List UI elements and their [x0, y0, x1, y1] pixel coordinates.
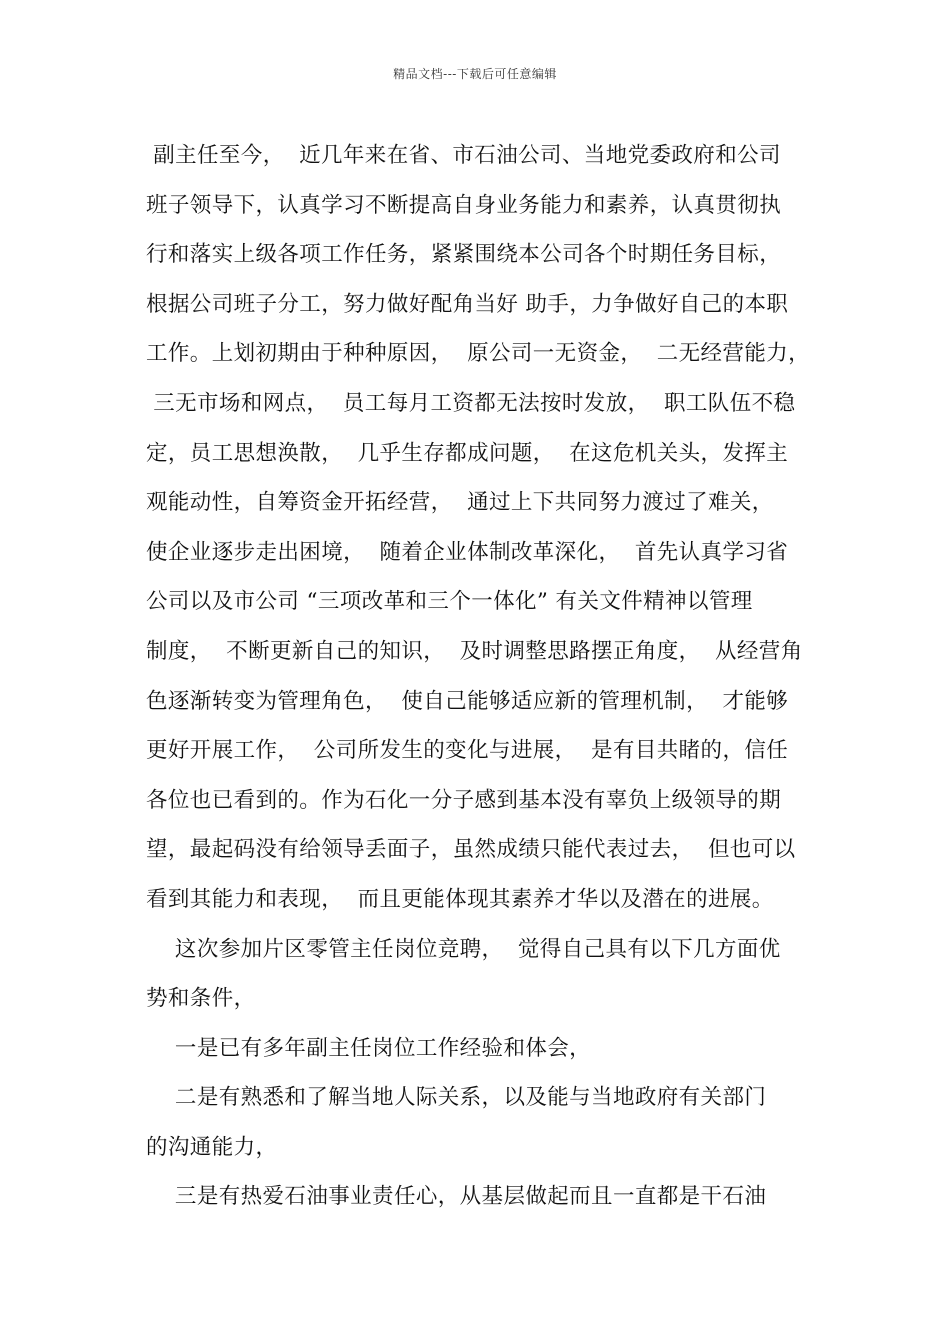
text-line: 制度， 不断更新自己的知识， 及时调整思路摆正角度， 从经营角: [146, 638, 803, 664]
list-item-third: 三是有热爱石油事业责任心，从基层做起而且一直都是干石油: [146, 1184, 767, 1210]
text-line: 各位也已看到的。作为石化一分子感到基本没有辜负上级领导的期: [146, 787, 782, 813]
text-line: 工作。上划初期由于种种原因， 原公司一无资金， 二无经营能力，: [146, 341, 811, 367]
list-item-second: 二是有熟悉和了解当地人际关系，以及能与当地政府有关部门: [146, 1085, 767, 1111]
text-line: 行和落实上级各项工作任务，紧紧围绕本公司各个时期任务目标，: [146, 242, 782, 268]
text-line: 更好开展工作， 公司所发生的变化与进展， 是有目共睹的，信任: [146, 738, 789, 764]
page-header: 精品文档---下载后可任意编辑: [393, 67, 557, 81]
text-line: 势和条件，: [146, 986, 256, 1012]
text-line: 公司以及市公司 “三项改革和三个一体化” 有关文件精神以管理: [146, 589, 753, 615]
text-line: 定，员工思想涣散， 几乎生存都成问题， 在这危机关头，发挥主: [146, 440, 789, 466]
text-line: 副主任至今， 近几年来在省、市石油公司、当地党委政府和公司: [146, 143, 781, 168]
list-item-first: 一是已有多年副主任岗位工作经验和体会，: [146, 1035, 592, 1061]
text-line: 观能动性，自筹资金开拓经营， 通过上下共同努力渡过了难关，: [146, 490, 774, 516]
text-line: 班子领导下，认真学习不断提高自身业务能力和素养，认真贯彻执: [146, 192, 782, 218]
document-body: [146, 131, 816, 1222]
text-line: 色逐渐转变为管理角色， 使自己能够适应新的管理机制， 才能够: [146, 688, 789, 714]
text-line: 看到其能力和表现， 而且更能体现其素养才华以及潜在的进展。: [146, 886, 774, 912]
text-line: 三无市场和网点， 员工每月工资都无法按时发放， 职工队伍不稳: [146, 390, 796, 416]
paragraph-first-line: 这次参加片区零管主任岗位竞聘， 觉得自己具有以下几方面优: [146, 936, 781, 962]
text-line: 的沟通能力，: [146, 1134, 278, 1160]
text-line: 根据公司班子分工，努力做好配角当好 助手，力争做好自己的本职: [146, 291, 789, 317]
text-line: 使企业逐步走出困境， 随着企业体制改革深化， 首先认真学习省: [146, 539, 789, 565]
text-line: 望，最起码没有给领导丢面子，虽然成绩只能代表过去， 但也可以: [146, 837, 796, 863]
